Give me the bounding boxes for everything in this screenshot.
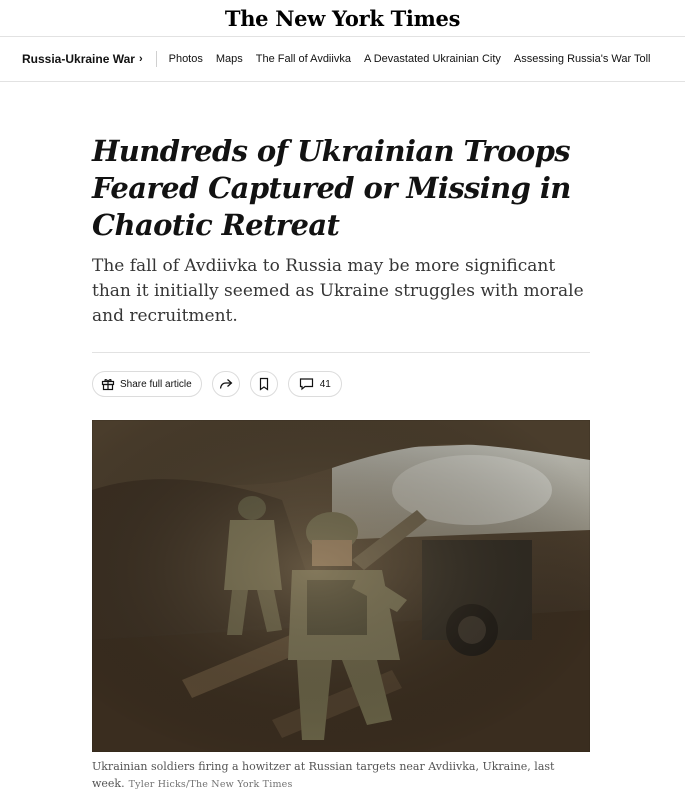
comment-count: 41 — [319, 378, 331, 390]
photo-credit: Tyler Hicks/The New York Times — [128, 779, 293, 790]
share-button[interactable] — [212, 371, 240, 397]
bookmark-icon — [258, 377, 270, 391]
article-headline: Hundreds of Ukrainian Troops Feared Captured or Missing in Chaotic Retreat — [92, 134, 571, 242]
save-button[interactable] — [250, 371, 278, 397]
share-full-article-button[interactable] — [92, 371, 202, 397]
nav-link-war-toll[interactable]: Assessing Russia's War Toll — [513, 53, 651, 65]
lead-photo[interactable] — [92, 420, 590, 752]
comment-icon — [299, 377, 314, 391]
nav-links — [169, 53, 651, 65]
nav-link-fall-of-avdiivka[interactable]: The Fall of Avdiivka — [255, 53, 351, 65]
section-link-russia-ukraine-war[interactable] — [22, 52, 143, 66]
article-toolbar — [92, 370, 342, 398]
section-label: Russia-Ukraine War — [22, 52, 135, 66]
divider — [92, 352, 590, 353]
share-full-article-label: Share full article — [120, 378, 192, 390]
masthead — [0, 0, 685, 36]
caption-text: Ukrainian soldiers firing a howitzer at Russian targets near Avdiivka, Ukraine, last week. — [92, 760, 555, 790]
chevron-right-icon: › — [138, 53, 143, 65]
nav-link-photos[interactable]: Photos — [168, 53, 203, 65]
image-caption — [92, 758, 612, 793]
nav-link-devastated-city[interactable]: A Devastated Ukrainian City — [363, 53, 501, 65]
share-arrow-icon — [219, 377, 233, 391]
gift-icon — [101, 377, 115, 391]
nav-divider — [156, 51, 157, 67]
nav-link-maps[interactable]: Maps — [215, 53, 243, 65]
section-nav — [0, 36, 685, 82]
nyt-logo[interactable]: The New York Times — [224, 5, 461, 31]
comments-button[interactable] — [288, 371, 342, 397]
article-summary: The fall of Avdiivka to Russia may be more significant than it initially seemed as Ukraine struggles with morale and recruitment. — [92, 256, 584, 326]
